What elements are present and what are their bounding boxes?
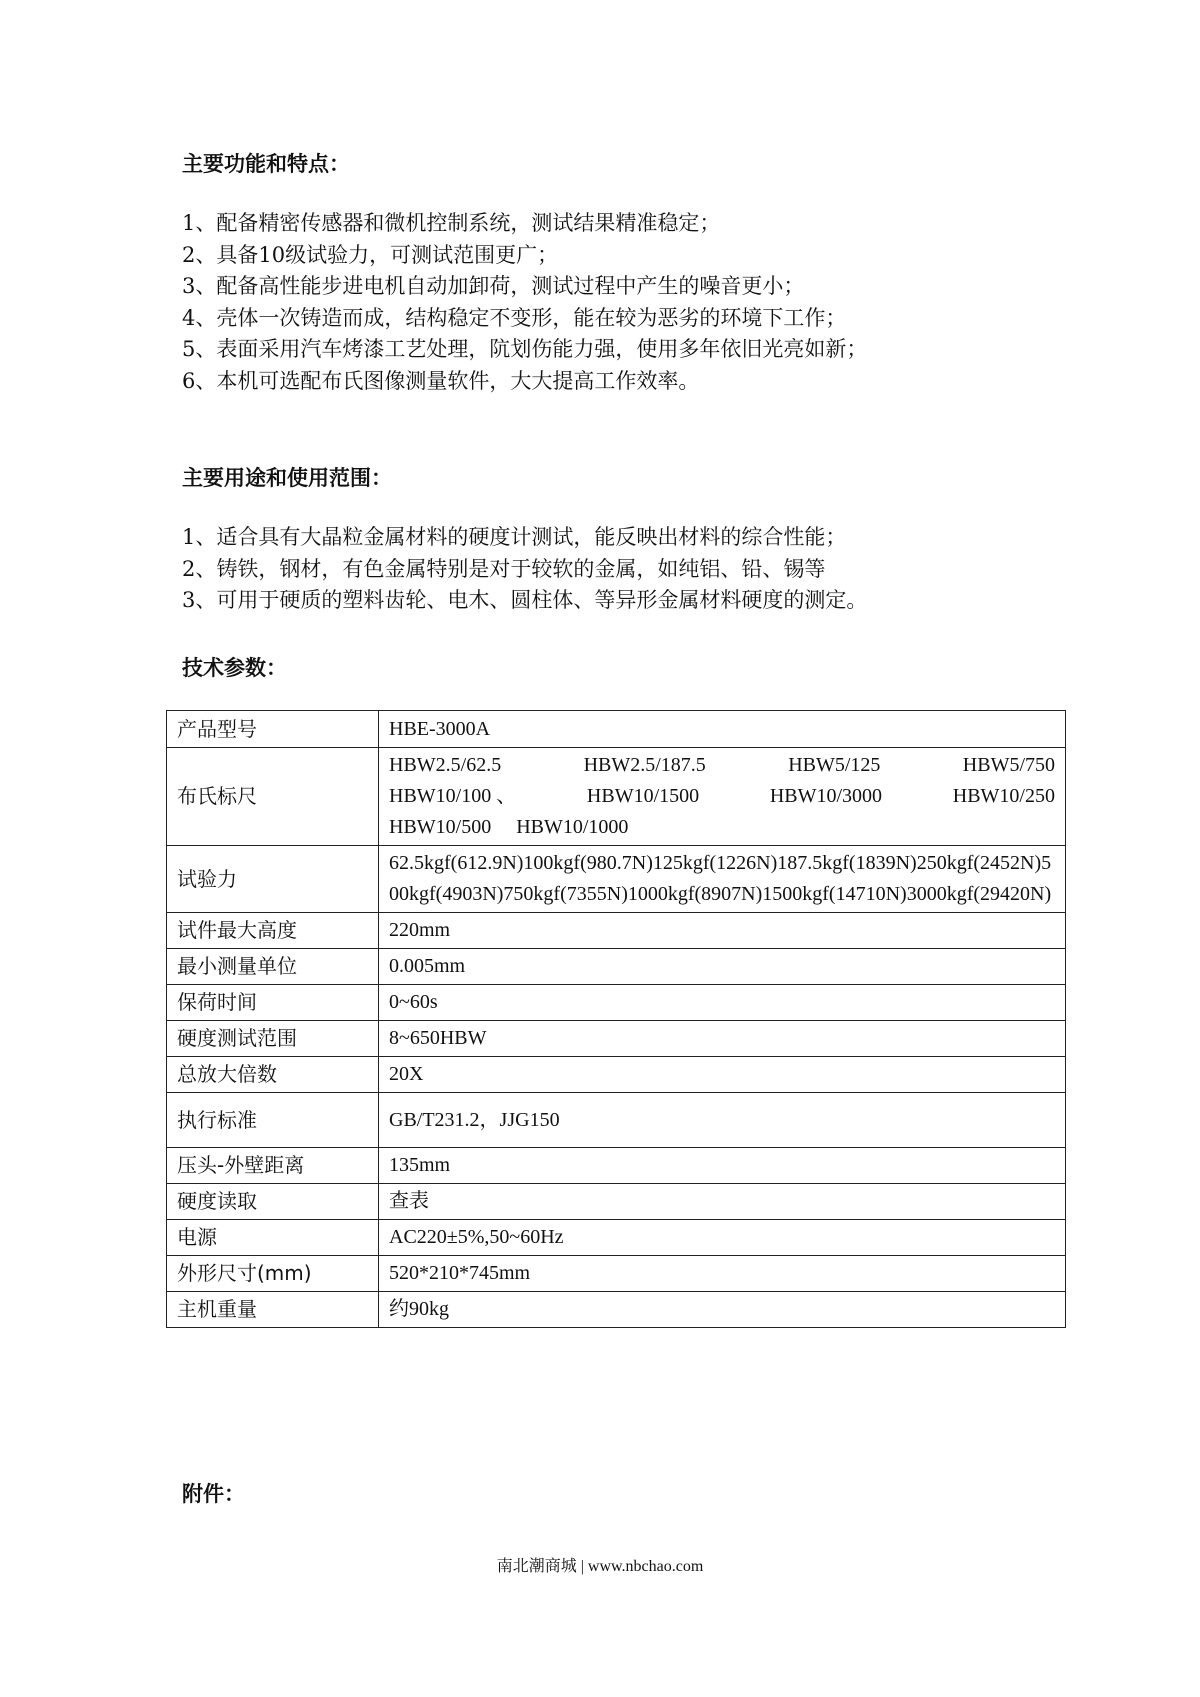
table-row [167, 913, 1066, 949]
spec-value: 62.5kgf(612.9N)100kgf(980.7N)125kgf(1226N)187.5kgf(1839N)250kgf(2452N)500kgf(4903N)750kgf(7355N)1000kgf(8907N)1500kgf(14710N)3000kgf(29420N) [379, 846, 1066, 913]
table-row [167, 1093, 1066, 1148]
list-item: 1、适合具有大晶粒金属材料的硬度计测试，能反映出材料的综合性能； [182, 525, 847, 549]
scale: HBW5/125 [788, 754, 881, 776]
spec-key: 布氏标尺 [167, 748, 379, 846]
spec-value: 520*210*745mm [379, 1256, 1066, 1292]
table-row [167, 1148, 1066, 1184]
spec-key: 压头-外壁距离 [167, 1148, 379, 1184]
spec-key: 硬度测试范围 [167, 1021, 379, 1057]
list-item: 5、表面采用汽车烤漆工艺处理，阬划伤能力强，使用多年依旧光亮如新； [182, 337, 868, 362]
spec-value: 约90kg [379, 1292, 1066, 1328]
specs-heading: 技术参数： [182, 656, 287, 680]
spec-value [379, 748, 1066, 846]
features-list [182, 208, 867, 398]
spec-key: 产品型号 [167, 711, 379, 748]
spec-key: 试验力 [167, 846, 379, 913]
scale: HBW2.5/187.5 [583, 754, 706, 776]
spec-value: 220mm [379, 913, 1066, 949]
table-row [167, 748, 1066, 846]
spec-value: 8~650HBW [379, 1021, 1066, 1057]
table-row [167, 846, 1066, 913]
spec-value: 20X [379, 1057, 1066, 1093]
footer: 南北潮商城 | www.nbchao.com [496, 1558, 704, 1575]
spec-value: HBE-3000A [379, 711, 1066, 748]
list-item: 2、铸铁，钢材，有色金属特别是对于较软的金属，如纯铝、铅、锡等 [182, 556, 826, 581]
spec-value: 135mm [379, 1148, 1066, 1184]
spec-key: 执行标准 [167, 1093, 379, 1148]
list-item: 6、本机可选配布氏图像测量软件，大大提高工作效率。 [182, 368, 700, 393]
scale: HBW10/250 [952, 785, 1055, 807]
uses-list [182, 522, 867, 617]
spec-value: 查表 [379, 1184, 1066, 1220]
scale: HBW10/100 、 [389, 785, 517, 807]
table-row [167, 985, 1066, 1021]
spec-value: AC220±5%,50~60Hz [379, 1220, 1066, 1256]
list-item: 1、配备精密传感器和微机控制系统，测试结果精准稳定； [182, 211, 721, 235]
accessories-heading: 附件： [182, 1482, 245, 1506]
table-row [167, 949, 1066, 985]
scale: HBW10/1500 [586, 785, 700, 807]
table-row [167, 1256, 1066, 1292]
spec-key: 总放大倍数 [167, 1057, 379, 1093]
list-item: 3、可用于硬质的塑料齿轮、电木、圆柱体、等异形金属材料硬度的测定。 [182, 588, 868, 613]
spec-value: GB/T231.2，JJG150 [379, 1093, 1066, 1148]
list-item: 3、配备高性能步进电机自动加卸荷，测试过程中产生的噪音更小； [182, 274, 805, 299]
table-row [167, 1057, 1066, 1093]
spec-key: 试件最大高度 [167, 913, 379, 949]
specs-table [166, 710, 1066, 1328]
scale: HBW2.5/62.5 [389, 754, 502, 776]
spec-key: 电源 [167, 1220, 379, 1256]
spec-key: 最小测量单位 [167, 949, 379, 985]
features-heading: 主要功能和特点： [182, 152, 350, 176]
table-row [167, 1292, 1066, 1328]
scale: HBW10/500 HBW10/1000 [389, 816, 629, 838]
table-row [167, 1184, 1066, 1220]
table-row [167, 711, 1066, 748]
table-row [167, 1220, 1066, 1256]
list-item: 4、壳体一次铸造而成，结构稳定不变形，能在较为恶劣的环境下工作； [182, 305, 847, 330]
spec-value: 0.005mm [379, 949, 1066, 985]
scale: HBW10/3000 [769, 785, 883, 807]
list-item: 2、具备10级试验力，可测试范围更广； [182, 242, 559, 267]
spec-key: 主机重量 [167, 1292, 379, 1328]
spec-key: 硬度读取 [167, 1184, 379, 1220]
spec-key: 外形尺寸(mm) [167, 1256, 379, 1292]
table-row [167, 1021, 1066, 1057]
scale: HBW5/750 [962, 754, 1055, 776]
spec-value: 0~60s [379, 985, 1066, 1021]
uses-heading: 主要用途和使用范围： [182, 466, 392, 490]
spec-key: 保荷时间 [167, 985, 379, 1021]
